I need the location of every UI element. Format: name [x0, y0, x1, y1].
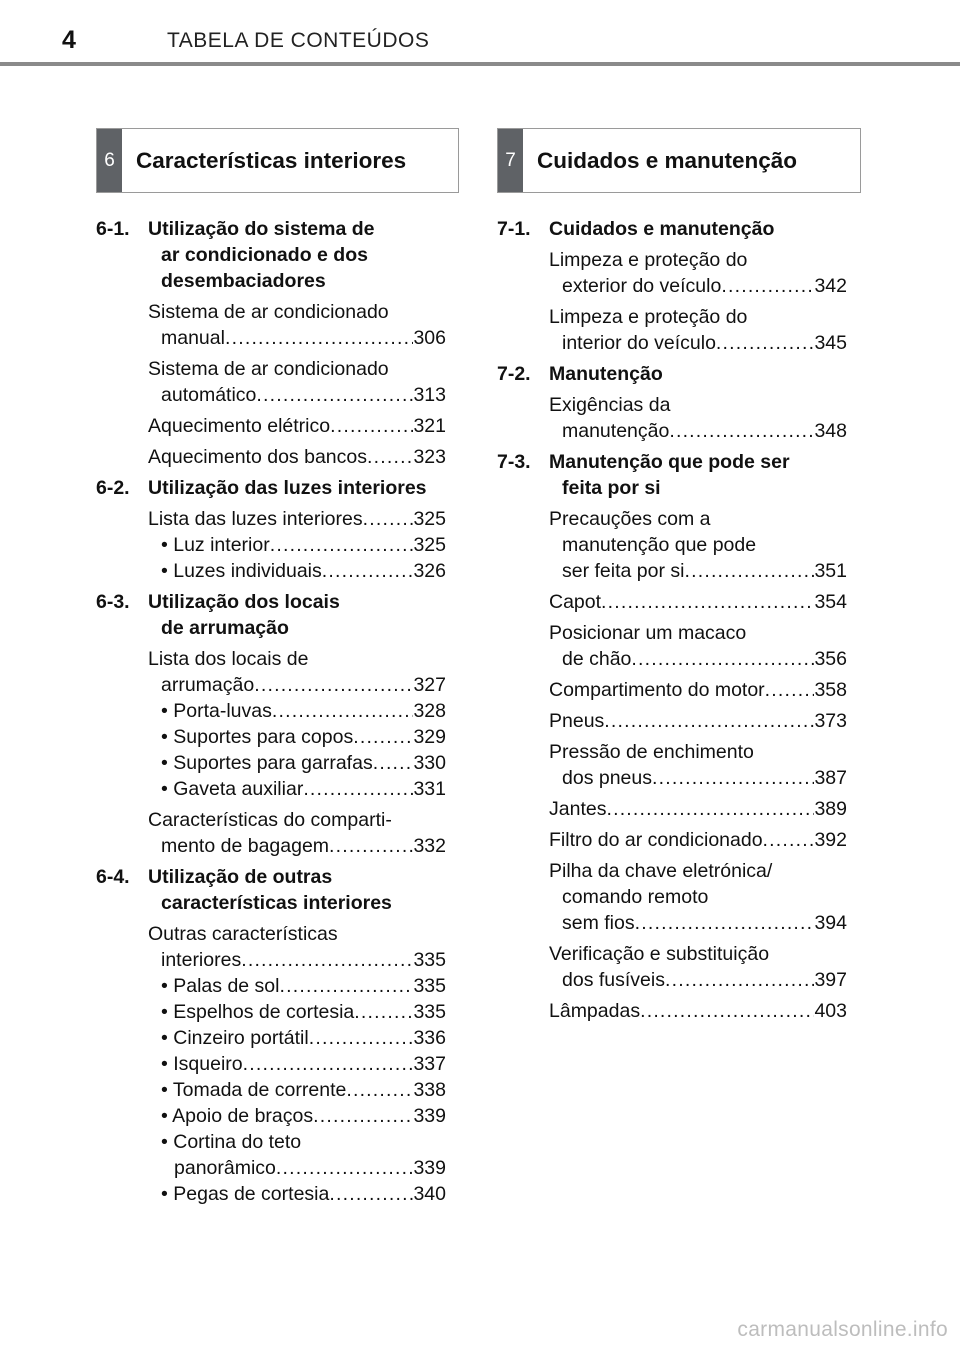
entry-text: interiores: [161, 949, 242, 971]
page-ref: 335: [413, 949, 446, 971]
page-ref: 331: [413, 778, 446, 800]
toc-entry[interactable]: [497, 941, 847, 993]
entry-text: ser feita por si: [562, 560, 685, 582]
dot-leader: [716, 330, 815, 356]
page-ref: 321: [413, 415, 446, 437]
dot-leader: [329, 833, 413, 859]
dot-leader: [631, 646, 814, 672]
dot-leader: [303, 776, 413, 802]
entry-leader: [161, 1181, 446, 1207]
entry-leader: [549, 589, 847, 615]
toc-group: [497, 216, 847, 356]
header-divider: [0, 62, 960, 66]
entry-leader: [161, 1155, 446, 1181]
group-title: Utilização do sistema de: [148, 218, 375, 240]
group-heading[interactable]: [497, 361, 847, 387]
dot-leader: [243, 1051, 414, 1077]
toc-entry[interactable]: [497, 827, 847, 853]
section-number: 6: [97, 129, 122, 192]
dot-leader: [329, 1181, 413, 1207]
entry-leader: [161, 1077, 446, 1103]
entry-text: panorâmico: [174, 1157, 276, 1179]
page-ref: 326: [413, 560, 446, 582]
entry-text: manutenção: [562, 420, 670, 442]
entry-text: • Luzes individuais: [161, 560, 322, 582]
page-ref: 313: [413, 384, 446, 406]
dot-leader: [330, 413, 413, 439]
entry-leader: [161, 532, 446, 558]
toc-subentry[interactable]: [96, 698, 446, 724]
group-number: 6-2.: [96, 477, 130, 499]
page-ref: 332: [413, 835, 446, 857]
group-number: 7-2.: [497, 363, 531, 385]
entry-leader: [549, 910, 847, 936]
entry-leader: [161, 999, 446, 1025]
group-title: Utilização das luzes interiores: [148, 477, 427, 499]
entry-text: Capot: [549, 591, 602, 613]
toc-entry[interactable]: [497, 506, 847, 584]
group-title: ar condicionado e dos: [161, 244, 368, 266]
entry-leader: [161, 1025, 446, 1051]
toc-subentry[interactable]: [96, 1025, 446, 1051]
page-ref: 338: [413, 1079, 446, 1101]
entry-text: • Cortina do teto: [161, 1131, 302, 1153]
group-heading[interactable]: [96, 475, 446, 501]
group-title: feita por si: [562, 477, 661, 499]
entry-text: • Apoio de braços: [161, 1105, 314, 1127]
group-title: Utilização de outras: [148, 866, 333, 888]
page-ref: 325: [413, 534, 446, 556]
entry-text: • Suportes para garrafas: [161, 752, 373, 774]
entry-text: manual: [161, 327, 225, 349]
dot-leader: [241, 947, 413, 973]
entry-text: Outras características: [148, 923, 338, 945]
page-number: 4: [62, 26, 76, 54]
group-heading[interactable]: [96, 216, 446, 294]
toc-subentry[interactable]: [96, 1051, 446, 1077]
toc-entry[interactable]: [497, 620, 847, 672]
page-ref: 329: [413, 726, 446, 748]
section-title: Características interiores: [136, 147, 407, 173]
dot-leader: [652, 765, 814, 791]
entry-text: • Luz interior: [161, 534, 270, 556]
toc-entry[interactable]: [497, 796, 847, 822]
dot-leader: [684, 558, 814, 584]
entry-leader: [148, 325, 446, 351]
entry-text: • Tomada de corrente: [161, 1079, 347, 1101]
entry-text: dos pneus: [562, 767, 652, 789]
entry-leader: [161, 973, 446, 999]
toc-group: [497, 449, 847, 1024]
entry-text: Aquecimento dos bancos: [148, 446, 367, 468]
toc-group: [96, 216, 446, 470]
dot-leader: [346, 1077, 413, 1103]
page-ref: 337: [413, 1053, 446, 1075]
page-header: [0, 0, 960, 66]
entry-leader: [148, 947, 446, 973]
entry-text: Lista dos locais de: [148, 648, 309, 670]
dot-leader: [309, 1025, 414, 1051]
page-ref: 351: [814, 560, 847, 582]
entry-text: • Pegas de cortesia: [161, 1183, 330, 1205]
section-title: Cuidados e manutenção: [537, 147, 798, 173]
entry-leader: [148, 506, 446, 532]
entry-text: Limpeza e proteção do: [549, 306, 748, 328]
toc-entry[interactable]: [497, 998, 847, 1024]
toc-entry[interactable]: [497, 589, 847, 615]
entry-text: arrumação: [161, 674, 255, 696]
page-ref: 394: [814, 912, 847, 934]
entry-leader: [161, 558, 446, 584]
group-number: 7-3.: [497, 451, 531, 473]
group-heading[interactable]: [497, 449, 847, 501]
group-heading[interactable]: [96, 589, 446, 641]
group-title: características interiores: [161, 892, 392, 914]
dot-leader: [254, 672, 413, 698]
toc-subentry[interactable]: [96, 1181, 446, 1207]
group-title: de arrumação: [161, 617, 289, 639]
entry-text: Lista das luzes interiores: [148, 508, 363, 530]
toc-subentry[interactable]: [96, 1129, 446, 1181]
entry-text: • Espelhos de cortesia: [161, 1001, 355, 1023]
toc-entry[interactable]: [96, 356, 446, 408]
dot-leader: [322, 558, 414, 584]
page-ref: 342: [814, 275, 847, 297]
dot-leader: [635, 910, 815, 936]
group-title: desembaciadores: [161, 270, 326, 292]
entry-leader: [161, 1051, 446, 1077]
page-ref: 339: [413, 1157, 446, 1179]
entry-leader: [549, 677, 847, 703]
section-number: 7: [498, 129, 523, 192]
entry-leader: [549, 330, 847, 356]
entry-text: interior do veículo: [562, 332, 716, 354]
dot-leader: [763, 827, 815, 853]
entry-text: • Porta-luvas: [161, 700, 272, 722]
toc-entry[interactable]: [96, 299, 446, 351]
entry-text: sem fios: [562, 912, 635, 934]
toc-subentry[interactable]: [96, 776, 446, 802]
page-ref: 387: [814, 767, 847, 789]
dot-leader: [225, 325, 413, 351]
entry-text: Características do comparti-: [148, 809, 392, 831]
dot-leader: [721, 273, 814, 299]
page-ref: 358: [814, 679, 847, 701]
toc-entry[interactable]: [497, 247, 847, 299]
page-ref: 403: [814, 1000, 847, 1022]
entry-leader: [549, 967, 847, 993]
group-title: Manutenção que pode ser: [549, 451, 790, 473]
toc-subentry[interactable]: [96, 999, 446, 1025]
toc-entry[interactable]: [96, 807, 446, 859]
entry-leader: [161, 724, 446, 750]
group-number: 6-4.: [96, 866, 130, 888]
page-ref: 336: [413, 1027, 446, 1049]
page-ref: 345: [814, 332, 847, 354]
entry-text: Filtro do ar condicionado: [549, 829, 763, 851]
dot-leader: [367, 444, 413, 470]
dot-leader: [363, 506, 414, 532]
header-title: TABELA DE CONTEÚDOS: [167, 29, 430, 52]
group-number: 7-1.: [497, 218, 531, 240]
entry-text: Aquecimento elétrico: [148, 415, 331, 437]
dot-leader: [256, 382, 413, 408]
entry-leader: [148, 672, 446, 698]
entry-leader: [549, 273, 847, 299]
page-ref: 348: [814, 420, 847, 442]
page-ref: 306: [413, 327, 446, 349]
entry-leader: [549, 796, 847, 822]
entry-text: Pneus: [549, 710, 605, 732]
dot-leader: [276, 1155, 414, 1181]
page-ref: 356: [814, 648, 847, 670]
toc-column-7: [497, 216, 847, 1024]
section-header-6[interactable]: [96, 128, 459, 193]
entry-leader: [549, 827, 847, 853]
page-ref: 335: [413, 975, 446, 997]
page-ref: 325: [413, 508, 446, 530]
group-heading[interactable]: [497, 216, 847, 242]
entry-leader: [161, 698, 446, 724]
entry-text: Exigências da: [549, 394, 671, 416]
toc-subentry[interactable]: [96, 973, 446, 999]
toc-column-6: [96, 216, 446, 1207]
page-ref: 339: [413, 1105, 446, 1127]
entry-text: • Gaveta auxiliar: [161, 778, 304, 800]
entry-text: de chão: [562, 648, 632, 670]
entry-text: Limpeza e proteção do: [549, 249, 748, 271]
toc-entry[interactable]: [96, 921, 446, 973]
toc-entry[interactable]: [96, 444, 446, 470]
entry-text: Posicionar um macaco: [549, 622, 747, 644]
entry-text: mento de bagagem: [161, 835, 330, 857]
toc-entry[interactable]: [96, 646, 446, 698]
entry-text: • Palas de sol: [161, 975, 280, 997]
toc-entry[interactable]: [497, 392, 847, 444]
toc-entry[interactable]: [497, 708, 847, 734]
page-ref: 392: [814, 829, 847, 851]
toc-entry[interactable]: [497, 858, 847, 936]
toc-entry[interactable]: [96, 506, 446, 532]
entry-text: Pressão de enchimento: [549, 741, 754, 763]
toc-subentry[interactable]: [96, 1077, 446, 1103]
entry-text: Precauções com a: [549, 508, 711, 530]
group-title: Utilização dos locais: [148, 591, 340, 613]
entry-text: • Cinzeiro portátil: [161, 1027, 309, 1049]
toc-group: [96, 589, 446, 859]
dot-leader: [665, 967, 814, 993]
entry-leader: [549, 765, 847, 791]
group-title: Manutenção: [549, 363, 663, 385]
toc-entry[interactable]: [497, 677, 847, 703]
entry-text: Jantes: [549, 798, 607, 820]
entry-leader: [549, 998, 847, 1024]
entry-text: automático: [161, 384, 257, 406]
page-ref: 373: [814, 710, 847, 732]
entry-leader: [148, 833, 446, 859]
dot-leader: [640, 998, 814, 1024]
dot-leader: [272, 698, 414, 724]
page-ref: 389: [814, 798, 847, 820]
entry-text: Verificação e substituição: [549, 943, 770, 965]
toc-entry[interactable]: [497, 739, 847, 791]
entry-text: Sistema de ar condicionado: [148, 358, 389, 380]
toc-group: [497, 361, 847, 444]
entry-leader: [161, 776, 446, 802]
entry-text: comando remoto: [562, 886, 709, 908]
dot-leader: [765, 677, 815, 703]
dot-leader: [373, 750, 414, 776]
toc-subentry[interactable]: [96, 558, 446, 584]
entry-text: exterior do veículo: [562, 275, 722, 297]
page-ref: 327: [413, 674, 446, 696]
page-ref: 323: [413, 446, 446, 468]
entry-text: Pilha da chave eletrónica/: [549, 860, 773, 882]
dot-leader: [604, 708, 814, 734]
entry-text: Lâmpadas: [549, 1000, 641, 1022]
page-ref: 354: [814, 591, 847, 613]
dot-leader: [270, 532, 414, 558]
group-heading[interactable]: [96, 864, 446, 916]
dot-leader: [313, 1103, 413, 1129]
page-ref: 330: [413, 752, 446, 774]
entry-leader: [549, 708, 847, 734]
entry-text: Compartimento do motor: [549, 679, 765, 701]
toc-entry[interactable]: [96, 413, 446, 439]
page-ref: 340: [413, 1183, 446, 1205]
entry-text: dos fusíveis: [562, 969, 665, 991]
entry-leader: [148, 444, 446, 470]
toc-entry[interactable]: [497, 304, 847, 356]
dot-leader: [669, 418, 814, 444]
entry-leader: [148, 413, 446, 439]
entry-leader: [161, 750, 446, 776]
entry-leader: [549, 558, 847, 584]
page-ref: 328: [413, 700, 446, 722]
group-number: 6-1.: [96, 218, 130, 240]
group-number: 6-3.: [96, 591, 130, 613]
page-ref: 397: [814, 969, 847, 991]
entry-text: manutenção que pode: [562, 534, 757, 556]
section-header-7[interactable]: [497, 128, 861, 193]
toc-subentry[interactable]: [96, 532, 446, 558]
entry-text: • Isqueiro: [161, 1053, 243, 1075]
dot-leader: [353, 724, 413, 750]
entry-leader: [549, 418, 847, 444]
toc-group: [96, 475, 446, 584]
toc-subentry[interactable]: [96, 724, 446, 750]
group-title: Cuidados e manutenção: [549, 218, 775, 240]
dot-leader: [601, 589, 814, 615]
page-ref: 335: [413, 1001, 446, 1023]
dot-leader: [354, 999, 413, 1025]
dot-leader: [279, 973, 413, 999]
entry-leader: [161, 1103, 446, 1129]
watermark: carmanualsonline.info: [737, 1318, 948, 1341]
entry-text: • Suportes para copos: [161, 726, 354, 748]
toc-subentry[interactable]: [96, 750, 446, 776]
dot-leader: [606, 796, 814, 822]
entry-leader: [549, 646, 847, 672]
toc-subentry[interactable]: [96, 1103, 446, 1129]
entry-text: Sistema de ar condicionado: [148, 301, 389, 323]
toc-group: [96, 864, 446, 1207]
entry-leader: [148, 382, 446, 408]
